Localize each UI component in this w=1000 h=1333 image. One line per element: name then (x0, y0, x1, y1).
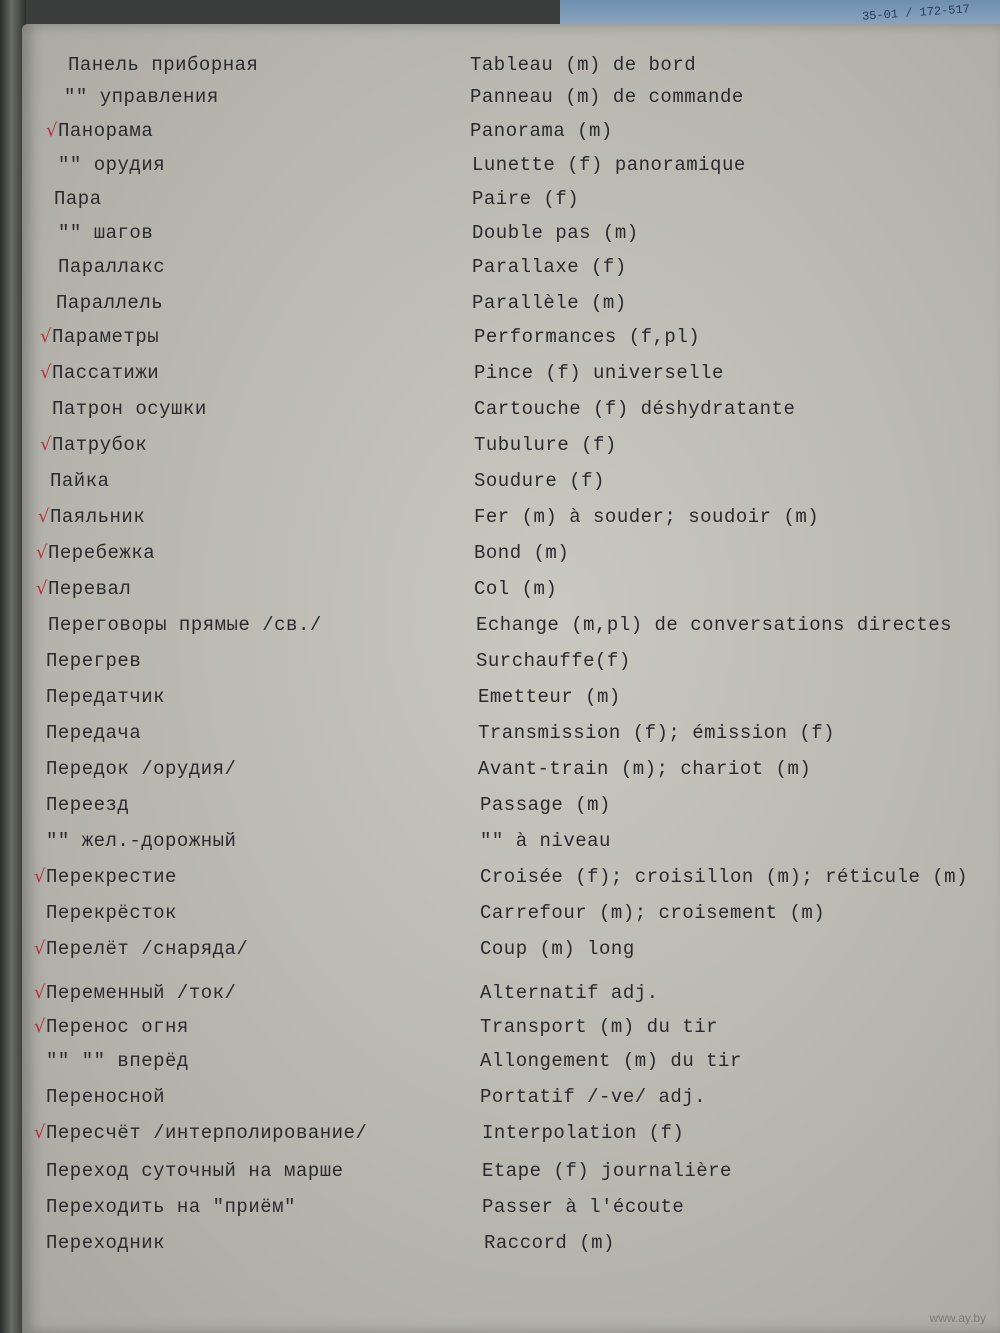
french-translation: Portatif /-ve/ adj. (480, 1086, 707, 1108)
french-translation: Pince (f) universelle (474, 362, 724, 384)
russian-term: Панорама (58, 120, 154, 142)
french-translation: Croisée (f); croisillon (m); réticule (m) (480, 866, 968, 888)
russian-term: Переходник (46, 1232, 166, 1254)
russian-term: Пересчёт /интерполирование/ (46, 1122, 368, 1144)
french-translation: Lunette (f) panoramique (472, 154, 746, 176)
russian-term: "" "" вперёд (46, 1050, 189, 1072)
check-mark-icon: √ (36, 578, 48, 599)
french-translation: Surchauffe(f) (476, 650, 631, 672)
glossary-row (22, 222, 1000, 252)
french-translation: Parallaxe (f) (472, 256, 627, 278)
french-translation: Double pas (m) (472, 222, 639, 244)
french-translation: Coup (m) long (480, 938, 635, 960)
french-translation: Paire (f) (472, 188, 580, 210)
russian-term: Переходить на "приём" (46, 1196, 296, 1218)
glossary-row (22, 434, 1000, 464)
french-translation: Tableau (m) de bord (470, 54, 697, 76)
french-translation: Etape (f) journalière (482, 1160, 732, 1182)
glossary-row (22, 362, 1000, 392)
glossary-row (22, 326, 1000, 356)
russian-term: Патрубок (52, 434, 148, 456)
russian-term: Пассатижи (52, 362, 160, 384)
russian-term: Передача (46, 722, 142, 744)
russian-term: "" жел.-дорожный (46, 830, 237, 852)
russian-term: "" шагов (58, 222, 154, 244)
russian-term: Паяльник (50, 506, 146, 528)
russian-term: Пайка (50, 470, 110, 492)
glossary-row (22, 1160, 1000, 1190)
russian-term: Переезд (46, 794, 130, 816)
russian-term: Переносной (46, 1086, 166, 1108)
french-translation: Echange (m,pl) de conversations directes (476, 614, 953, 636)
french-translation: Emetteur (m) (478, 686, 621, 708)
russian-term: Патрон осушки (52, 398, 207, 420)
french-translation: Carrefour (m); croisement (m) (480, 902, 826, 924)
russian-term: "" управления (64, 86, 219, 108)
check-mark-icon: √ (34, 1122, 46, 1143)
russian-term: Перекрестие (46, 866, 177, 888)
russian-term: Переход суточный на марше (46, 1160, 344, 1182)
glossary-row (22, 830, 1000, 860)
french-translation: Tubulure (f) (474, 434, 617, 456)
check-mark-icon: √ (40, 434, 52, 455)
russian-term: Перевал (48, 578, 132, 600)
glossary-row (22, 650, 1000, 680)
glossary-row (22, 1050, 1000, 1080)
glossary-row (22, 86, 1000, 116)
glossary-row (22, 54, 1000, 84)
glossary-row (22, 120, 1000, 150)
french-translation: Alternatif adj. (480, 982, 659, 1004)
check-mark-icon: √ (38, 506, 50, 527)
check-mark-icon: √ (40, 326, 52, 347)
russian-term: Перегрев (46, 650, 142, 672)
glossary-row (22, 1196, 1000, 1226)
check-mark-icon: √ (40, 362, 52, 383)
glossary-row (22, 866, 1000, 896)
glossary-row (22, 686, 1000, 716)
glossary-row (22, 154, 1000, 184)
french-translation: Parallèle (m) (472, 292, 627, 314)
glossary-row (22, 758, 1000, 788)
french-translation: Soudure (f) (474, 470, 605, 492)
french-translation: Panorama (m) (470, 120, 613, 142)
scrap-stamp-text: 35-01 / 172-517 (861, 2, 971, 24)
check-mark-icon: √ (34, 938, 46, 959)
check-mark-icon: √ (36, 542, 48, 563)
glossary-row (22, 188, 1000, 218)
glossary-row (22, 794, 1000, 824)
french-translation: Raccord (m) (484, 1232, 615, 1254)
french-translation: Passage (m) (480, 794, 611, 816)
check-mark-icon: √ (34, 1016, 46, 1037)
glossary-row (22, 292, 1000, 322)
french-translation: Performances (f,pl) (474, 326, 701, 348)
french-translation: Allongement (m) du tir (480, 1050, 742, 1072)
french-translation: Passer à l'écoute (482, 1196, 685, 1218)
french-translation: Panneau (m) de commande (470, 86, 744, 108)
glossary-row (22, 256, 1000, 286)
glossary-row (22, 938, 1000, 968)
glossary-row (22, 542, 1000, 572)
russian-term: "" орудия (58, 154, 166, 176)
glossary-row (22, 506, 1000, 536)
russian-term: Перебежка (48, 542, 156, 564)
russian-term: Перенос огня (46, 1016, 189, 1038)
russian-term: Перекрёсток (46, 902, 177, 924)
check-mark-icon: √ (46, 120, 58, 141)
check-mark-icon: √ (34, 866, 46, 887)
glossary-row (22, 614, 1000, 644)
russian-term: Панель приборная (68, 54, 259, 76)
check-mark-icon: √ (34, 982, 46, 1003)
french-translation: Bond (m) (474, 542, 570, 564)
glossary-row (22, 470, 1000, 500)
russian-term: Перелёт /снаряда/ (46, 938, 249, 960)
glossary-row (22, 1122, 1000, 1152)
glossary-entries (22, 24, 1000, 1333)
glossary-page (22, 24, 1000, 1333)
russian-term: Передатчик (46, 686, 166, 708)
russian-term: Переменный /ток/ (46, 982, 237, 1004)
french-translation: Col (m) (474, 578, 558, 600)
glossary-row (22, 1232, 1000, 1262)
french-translation: "" à niveau (480, 830, 611, 852)
watermark: www.ay.by (929, 1311, 986, 1325)
russian-term: Параллакс (58, 256, 166, 278)
glossary-row (22, 722, 1000, 752)
glossary-row (22, 578, 1000, 608)
french-translation: Transport (m) du tir (480, 1016, 719, 1038)
glossary-row (22, 1086, 1000, 1116)
french-translation: Avant-train (m); chariot (m) (478, 758, 812, 780)
russian-term: Пара (54, 188, 102, 210)
french-translation: Interpolation (f) (482, 1122, 685, 1144)
glossary-row (22, 982, 1000, 1012)
french-translation: Fer (m) à souder; soudoir (m) (474, 506, 820, 528)
russian-term: Параметры (52, 326, 160, 348)
glossary-row (22, 1016, 1000, 1046)
glossary-row (22, 902, 1000, 932)
russian-term: Параллель (56, 292, 164, 314)
russian-term: Переговоры прямые /св./ (48, 614, 322, 636)
french-translation: Cartouche (f) déshydratante (474, 398, 796, 420)
glossary-row (22, 398, 1000, 428)
russian-term: Передок /орудия/ (46, 758, 237, 780)
french-translation: Transmission (f); émission (f) (478, 722, 836, 744)
